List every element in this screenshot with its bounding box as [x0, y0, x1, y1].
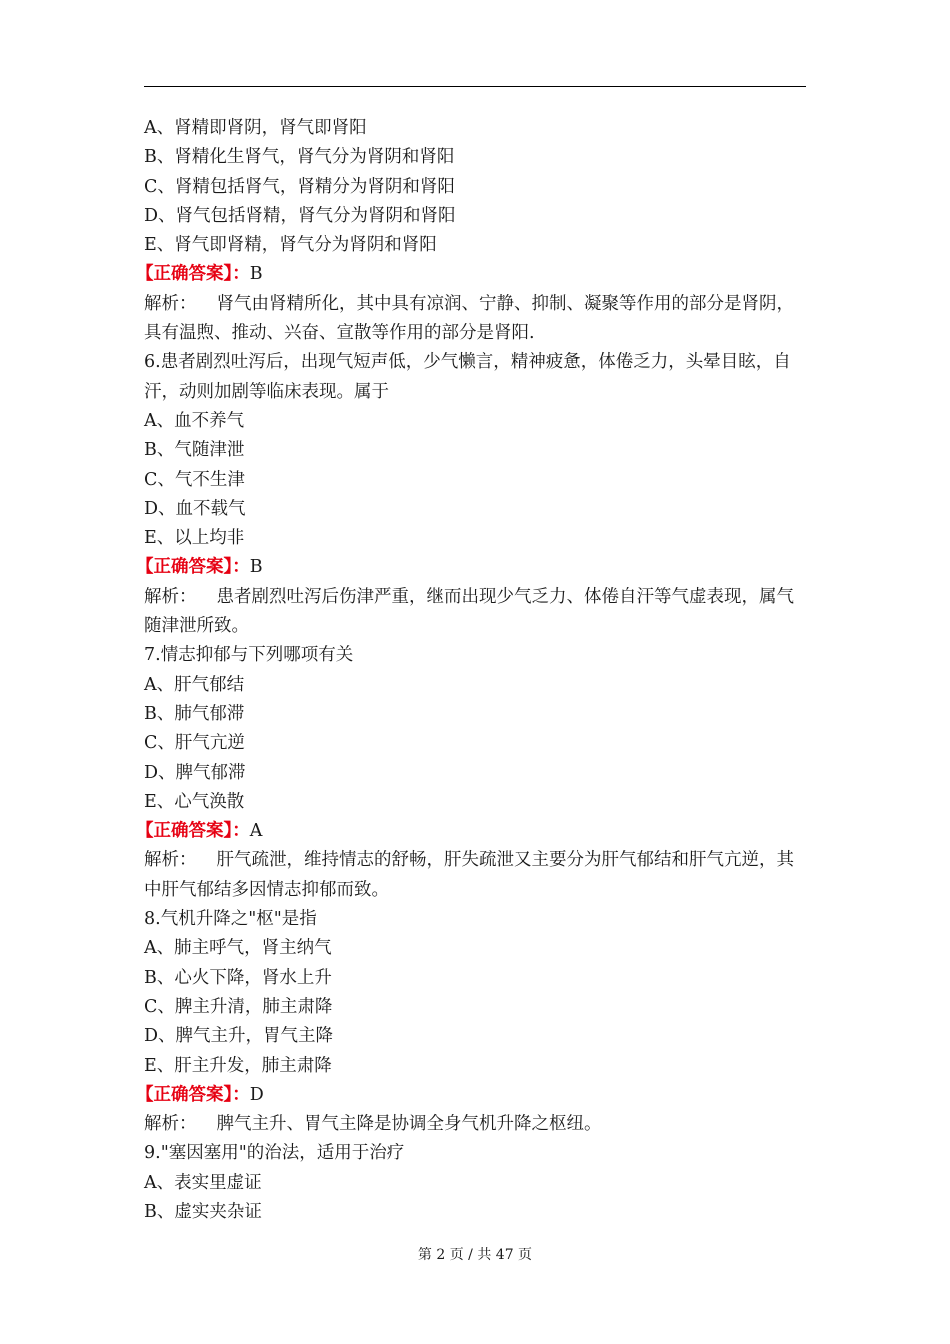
option: A、表实里虚证 [144, 1172, 262, 1193]
analysis [144, 290, 808, 349]
analysis [144, 846, 808, 905]
answer-line [136, 1081, 808, 1110]
answer-line [136, 817, 808, 846]
question-stem: 7.情志抑郁与下列哪项有关 [144, 645, 354, 666]
option: C、气不生津 [144, 469, 245, 490]
option: C、肝气亢逆 [144, 733, 245, 754]
option: B、肺气郁滞 [144, 703, 245, 724]
option: E、肝主升发，肺主肃降 [144, 1055, 332, 1076]
page-content [136, 114, 808, 1227]
option: A、肺主呼气，肾主纳气 [144, 938, 332, 959]
answer-value: B [249, 264, 263, 285]
analysis-label: 解析： [144, 850, 197, 871]
analysis-label: 解析： [144, 586, 197, 607]
option: B、心火下降，肾水上升 [144, 967, 332, 988]
option: E、以上均非 [144, 528, 245, 549]
question-stem: 6.患者剧烈吐泻后，出现气短声低，少气懒言，精神疲惫，体倦乏力，头晕目眩，自汗，动则加剧等临床表现。属于 [144, 352, 791, 402]
analysis [144, 583, 808, 642]
option: E、心气涣散 [144, 791, 245, 812]
analysis-text: 患者剧烈吐泻后伤津严重，继而出现少气乏力、体倦自汗等气虚表现，属气随津泄所致。 [144, 586, 794, 637]
answer-value: D [249, 1084, 264, 1105]
option: B、虚实夹杂证 [144, 1201, 262, 1222]
analysis-label: 解析： [144, 293, 197, 314]
option: C、肾精包括肾气，肾精分为肾阴和肾阳 [144, 176, 455, 197]
option: D、脾气主升，胃气主降 [144, 1026, 334, 1047]
answer-line [136, 553, 808, 582]
answer-value: B [249, 557, 263, 578]
option: C、脾主升清，肺主肃降 [144, 996, 333, 1017]
option: A、肾精即肾阴，肾气即肾阳 [144, 118, 367, 138]
answer-tag: 【正确答案】： [136, 264, 250, 285]
option: A、肝气郁结 [144, 674, 245, 695]
answer-tag: 【正确答案】： [136, 821, 250, 842]
option: B、肾精化生肾气，肾气分为肾阴和肾阳 [144, 147, 455, 168]
analysis-label: 解析： [144, 1114, 197, 1135]
analysis-text: 肾气由肾精所化，其中具有凉润、宁静、抑制、凝聚等作用的部分是肾阴，具有温煦、推动、兴奋、宣散等作用的部分是肾阳. [144, 293, 794, 344]
answer-line [136, 260, 808, 289]
analysis-text: 脾气主升、胃气主降是协调全身气机升降之枢纽。 [216, 1114, 602, 1135]
answer-value: A [249, 821, 263, 842]
analysis-text: 肝气疏泄，维持情志的舒畅，肝失疏泄又主要分为肝气郁结和肝气亢逆，其中肝气郁结多因情志抑郁而致。 [144, 850, 794, 900]
option: D、血不载气 [144, 498, 246, 519]
option: D、肾气包括肾精，肾气分为肾阴和肾阳 [144, 205, 456, 226]
analysis [144, 1110, 808, 1139]
page-footer: 第 2 页 / 共 47 页 [417, 1247, 533, 1263]
question-stem: 9."塞因塞用"的治法，适用于治疗 [144, 1143, 405, 1164]
answer-tag: 【正确答案】： [136, 557, 250, 578]
option: A、血不养气 [144, 410, 245, 431]
answer-tag: 【正确答案】： [136, 1084, 250, 1105]
question-stem: 8.气机升降之"枢"是指 [144, 909, 317, 930]
option: D、脾气郁滞 [144, 762, 246, 783]
option: E、肾气即肾精，肾气分为肾阴和肾阳 [144, 235, 437, 256]
header-rule [144, 86, 806, 87]
option: B、气随津泄 [144, 440, 245, 461]
